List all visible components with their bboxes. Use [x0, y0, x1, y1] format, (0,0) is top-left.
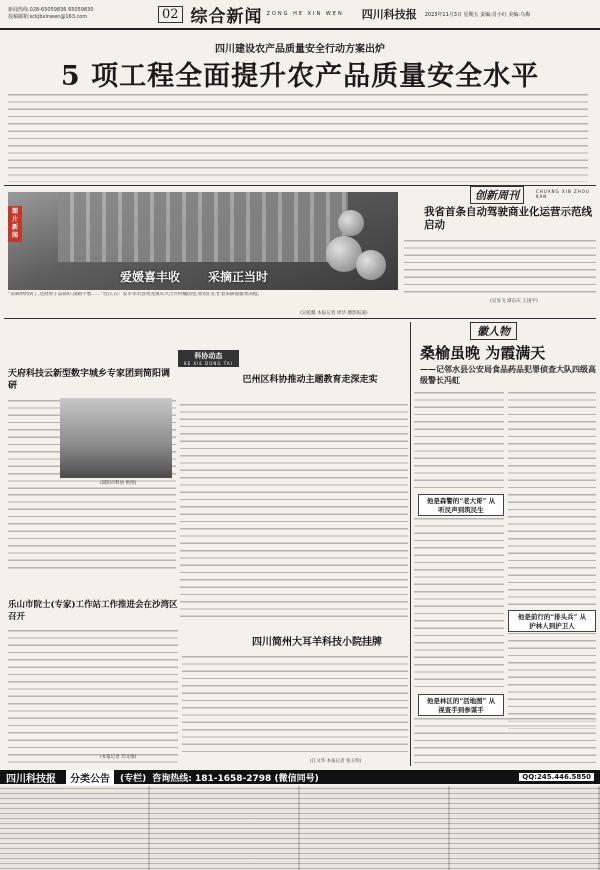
lead-body-text: [8, 92, 588, 182]
photo-caption-1: 爱媛喜丰收: [120, 270, 181, 284]
tech-story-1-text-cont: [8, 492, 176, 572]
profile-subhead-3: 他是林区的“活地图” 从视查手到参谋手: [418, 694, 504, 716]
tech-story-3-text: [8, 628, 178, 764]
classified-tag: (专栏): [120, 773, 147, 784]
tech-story-1-headline: 天府科技云新型数字城乡专家团到简阳调研: [8, 369, 171, 391]
lead-kicker: 四川建设农产品质量安全行动方案出炉: [215, 44, 385, 55]
innovation-credit: (吴显飞 谭东庆 王国平): [490, 299, 538, 304]
tech-section-pinyin: KE XIE DONG TAI: [184, 361, 233, 366]
tech-story-2-headline: 巴州区科协推动主题教育走深走实: [242, 375, 378, 385]
tech-credit-2: (本报记者 苏文维): [100, 755, 137, 760]
tech-story-1-photo: [60, 398, 172, 478]
photo-description: “采摘时间到了,这批果子品质好,销路不愁……”近日,在广安市邻水县黄龙镇永兴合兴村橘园里,果农们正忙着采摘爱媛果冻橙。: [8, 292, 263, 297]
paper-name: 四川科技报: [361, 8, 417, 21]
profile-text-col-a: [414, 390, 504, 490]
classified-label: 分类公告: [66, 770, 114, 785]
profile-text-col-b: [508, 390, 596, 730]
innovation-headline: 我省首条自动驾驶商业化运营示范线启动: [424, 206, 592, 231]
profile-text-end: [414, 716, 596, 766]
masthead: [0, 0, 600, 30]
innovation-brand-pinyin: CHUANG XIN ZHOU KAN: [536, 189, 590, 199]
issue-date: 2023年11月3日 星期五 责编:肖小红 美编:乌梅: [424, 11, 531, 18]
tech-section-head: [178, 350, 239, 367]
profile-text-col-a2: [414, 516, 504, 692]
tech-photo-credit: (简阳市科协 供图): [100, 481, 137, 486]
divider: [4, 318, 596, 319]
profile-brand: 徽人物: [470, 322, 517, 340]
photo-caption-2: 采摘正当时: [208, 270, 269, 284]
classified-qq: QQ:245.446.5850: [519, 773, 594, 781]
tech-credit-1: (江文华 本报记者 张玉明): [310, 759, 362, 764]
tech-story-4-text: [182, 654, 408, 758]
page-number: 02: [158, 6, 183, 23]
column-divider: [410, 322, 411, 766]
section-pinyin: ZONG HE XIN WEN: [266, 11, 344, 17]
profile-subhead-2: 他是前行的“排头兵” 从护林人到护卫人: [508, 610, 596, 632]
tech-story-3-headline: 乐山市院士(专家)工作站工作推进会在沙湾区召开: [8, 600, 178, 622]
tech-story-2-text: [180, 402, 408, 622]
profile-subtitle: ——记邻水县公安局食品药品犯罪侦查大队四级高级警长冯虹: [420, 364, 596, 385]
footer-paper-name: 四川科技报: [6, 773, 56, 785]
lead-headline: 5 项工程全面提升农产品质量安全水平: [60, 61, 540, 92]
photo-credit: (吴乾懿 本报记者 周华 摄影报道): [300, 311, 368, 316]
classified-bar: [0, 770, 600, 784]
profile-subhead-1: 他是森警的“老大哥” 从听民声到筑民生: [418, 494, 504, 516]
news-hotline: 新闻热线:028-65059836 65059830: [8, 7, 94, 13]
classified-hotline: 咨询热线: 181-1658-2798 (微信同号): [152, 773, 319, 784]
tech-story-4-headline: 四川简州大耳羊科技小院挂牌: [252, 637, 382, 648]
classified-ads: [0, 786, 600, 870]
masthead-contact: [8, 7, 158, 21]
submission-email: 投稿邮箱:sckjbxinwen@163.com: [8, 14, 88, 20]
photo-news-badge: 图片新闻: [8, 206, 22, 242]
section-title: 综合新闻: [190, 6, 263, 27]
tech-section-label: 科协动态: [194, 352, 223, 360]
innovation-brand: 创新周刊: [470, 186, 524, 204]
innovation-body-text: [404, 238, 596, 296]
profile-headline: 桑榆虽晚 为霞满天: [420, 344, 546, 362]
lead-photo: [8, 192, 398, 290]
